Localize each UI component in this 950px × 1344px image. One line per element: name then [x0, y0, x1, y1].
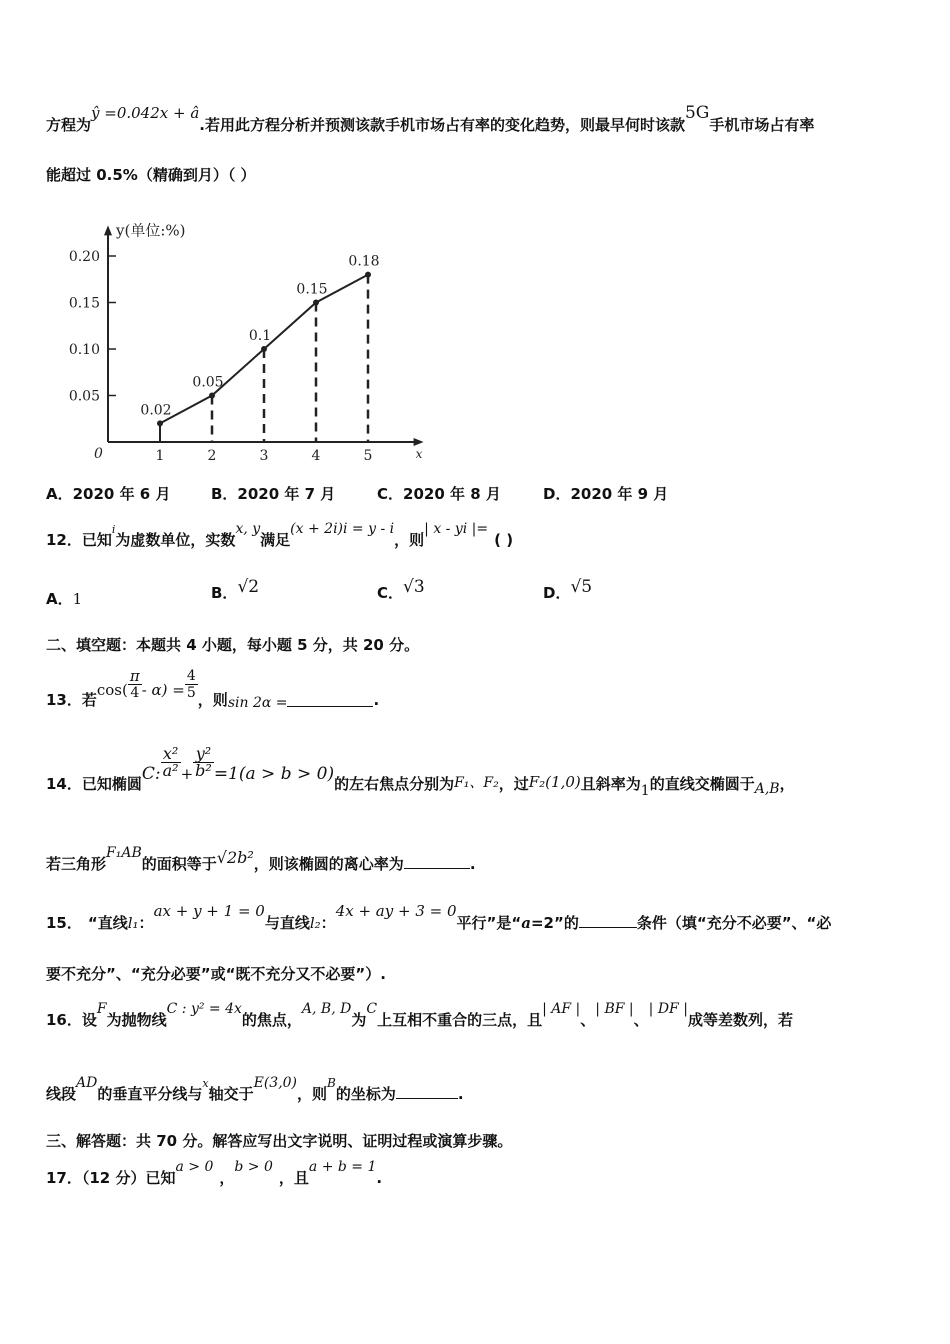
- q16-bf: | BF |: [595, 1001, 634, 1017]
- q13-cos-close: - α) =: [141, 681, 185, 699]
- q13-answer-blank[interactable]: [287, 692, 373, 707]
- q12-answer-paren: ( ): [494, 531, 514, 549]
- q16-number: 16．设: [46, 1011, 97, 1029]
- q16-ad: AD: [76, 1075, 98, 1091]
- q16-l2-text-1: 线段: [46, 1085, 77, 1103]
- q15-text-3: 平行”是“: [456, 914, 522, 932]
- q12-option-a[interactable]: [46, 588, 82, 609]
- q17-cond-b: b > 0: [234, 1159, 273, 1175]
- x-tick-label: 4: [311, 448, 321, 464]
- q15-text-4: 条件（填“充分不必要”、“必: [636, 914, 832, 932]
- q13-sin-expr: sin 2α =: [227, 695, 288, 711]
- x-axis-arrow: [414, 438, 424, 446]
- q12-option-a-letter: A．: [46, 590, 73, 608]
- q13-denominator: 5: [186, 685, 196, 701]
- q14-period: .: [469, 855, 476, 873]
- y-tick-label: 0.20: [68, 249, 100, 265]
- y-axis-arrow: [104, 225, 112, 235]
- q11-option-c[interactable]: C．2020 年 8 月: [377, 485, 501, 503]
- q16-line1: [46, 1001, 793, 1031]
- data-label: 0.05: [192, 374, 224, 391]
- q14-eq-end: =1(a > b > 0): [213, 764, 335, 784]
- q15-text-2: 与直线: [264, 914, 310, 932]
- q14-line1: [46, 744, 795, 799]
- q13-line: [46, 667, 380, 711]
- q14-text-2: 的左右焦点分别为: [334, 775, 455, 793]
- q15-line1: [46, 902, 832, 933]
- q12-option-d-letter: D．: [543, 584, 571, 602]
- q13-four-fifths: [185, 668, 198, 701]
- data-point: [209, 393, 215, 399]
- q17-cond-a: a > 0: [175, 1159, 214, 1175]
- q14-c: C:: [141, 764, 161, 784]
- data-point: [157, 420, 163, 426]
- x-axis-label: x: [415, 447, 423, 461]
- q14-text-5: 的直线交椭圆于: [649, 775, 755, 793]
- q16-text-4: 上互相不重合的三点，且: [377, 1011, 543, 1029]
- q15-text-1: “直线: [87, 914, 128, 932]
- q17-line: [46, 1159, 383, 1189]
- q12-option-d-value: √5: [570, 577, 593, 597]
- q16-text-1: 为抛物线: [106, 1011, 167, 1029]
- data-label: 0.1: [248, 328, 272, 344]
- q12-number: 12．: [46, 531, 82, 549]
- q16-text-5: 成等差数列，若: [687, 1011, 793, 1029]
- q11-text-post: .若用此方程分析并预测该款手机市场占有率的变化趋势，则最早何时该款: [199, 116, 685, 134]
- q14-number: 14．已知椭圆: [46, 775, 142, 793]
- market-share-chart: [60, 215, 430, 465]
- q12-text-2: 为虚数单位，实数: [115, 531, 236, 549]
- q13-period: .: [373, 691, 380, 709]
- q14-text-3: ，过: [498, 775, 529, 793]
- q17-period: .: [376, 1169, 383, 1187]
- q11-option-b[interactable]: B．2020 年 7 月: [211, 485, 336, 503]
- q15-colon-1: ：: [138, 914, 154, 932]
- q15-a: a: [521, 914, 531, 932]
- data-label: 0.02: [140, 402, 172, 419]
- q17-sep-1: ，: [219, 1169, 235, 1187]
- q12-text-4: ，则: [394, 531, 425, 549]
- q14-slope: 1: [640, 783, 650, 799]
- q15-text-3b: =2”的: [530, 914, 579, 932]
- q16-l2-text-2: 的垂直平分线与: [97, 1085, 203, 1103]
- q13-four: 4: [130, 685, 140, 701]
- q15-line1-eq: ax + y + 1 = 0: [153, 902, 265, 920]
- y-tick-label: 0.10: [68, 342, 100, 358]
- q12-option-b[interactable]: [211, 577, 260, 603]
- q16-x: x: [202, 1077, 209, 1090]
- x-tick-label: 3: [259, 448, 269, 464]
- q14-answer-blank[interactable]: [404, 854, 470, 869]
- q13-pi: π: [129, 667, 140, 685]
- section-2-heading: 二、填空题：本题共 4 小题，每小题 5 分，共 20 分。: [46, 636, 420, 654]
- q14-l2-text-2: 的面积等于: [141, 855, 217, 873]
- q16-af: | AF |: [542, 1001, 581, 1017]
- q12-text-1: 已知: [81, 531, 112, 549]
- q15-line2-eq: 4x + ay + 3 = 0: [335, 902, 457, 920]
- y-axis-label: y(单位:%): [116, 221, 186, 240]
- q16-l2-text-4: ，则: [297, 1085, 328, 1103]
- q14-b2: b²: [195, 761, 212, 780]
- q14-plus: +: [180, 765, 194, 783]
- q13-text-then: ，则: [197, 691, 228, 709]
- q16-parabola: C : y² = 4x: [166, 1001, 242, 1017]
- q14-l2-text-1: 若三角形: [46, 855, 107, 873]
- q14-x2: x²: [161, 746, 181, 763]
- q14-ab: A,B: [754, 781, 780, 797]
- origin-label: 0: [94, 446, 103, 462]
- q16-l2-text-3: 轴交于: [208, 1085, 254, 1103]
- q14-l2-text-3: ，则该椭圆的离心率为: [253, 855, 404, 873]
- q11-text-end: 手机市场占有率: [709, 116, 815, 134]
- q11-text-pre: 方程为: [46, 116, 92, 134]
- section-3-heading: 三、解答题：共 70 分。解答应写出文字说明、证明过程或演算步骤。: [46, 1132, 513, 1150]
- q16-b: B: [327, 1076, 336, 1090]
- q16-l2-text-5: 的坐标为: [335, 1085, 396, 1103]
- q12-xy: x, y: [235, 521, 261, 537]
- q12-line: [46, 521, 514, 552]
- q16-answer-blank[interactable]: [396, 1084, 458, 1099]
- q15-answer-blank[interactable]: [579, 913, 637, 928]
- q12-option-d[interactable]: [543, 577, 593, 603]
- q16-sep-1: 、: [580, 1011, 596, 1029]
- q17-sep-2: ，且: [278, 1169, 309, 1187]
- data-point: [313, 300, 319, 306]
- q13-pi-over-4: [128, 668, 142, 701]
- q16-df: | DF |: [648, 1001, 688, 1017]
- q13-numerator: 4: [186, 668, 196, 684]
- q14-a2: a²: [162, 761, 179, 780]
- q16-text-3: 为: [351, 1011, 367, 1029]
- q13-number: 13．若: [46, 691, 97, 709]
- q16-sep-2: 、: [633, 1011, 649, 1029]
- q16-points: A, B, D: [301, 1001, 352, 1017]
- x-tick-label: 5: [363, 448, 373, 464]
- q14-foci: F₁、F₂: [454, 775, 499, 791]
- q12-option-c-letter: C．: [377, 584, 404, 602]
- q14-y2-over-b2: [193, 746, 214, 779]
- q14-area: √2b²: [216, 848, 254, 867]
- q13-cos-open: cos(: [96, 681, 128, 699]
- data-point: [365, 272, 371, 278]
- q12-option-c[interactable]: [377, 577, 425, 603]
- q12-equation: (x + 2i)i = y - i: [290, 521, 395, 537]
- q11-option-a[interactable]: A．2020 年 6 月: [46, 485, 171, 503]
- q15-l2: l₂: [309, 914, 321, 932]
- q14-f2-point: F₂(1,0): [528, 773, 581, 791]
- q14-y2: y²: [193, 746, 214, 763]
- q11-option-d[interactable]: D．2020 年 9 月: [543, 485, 669, 503]
- x-tick-label: 2: [207, 448, 217, 464]
- x-tick-label: 1: [155, 448, 165, 464]
- q14-comma: ，: [779, 775, 795, 793]
- data-label: 0.18: [348, 253, 380, 270]
- q15-line2: 要不充分”、“充分必要”或“既不充分又不必要”）.: [46, 965, 386, 983]
- q12-option-c-value: √3: [403, 577, 425, 597]
- q12-option-b-value: √2: [237, 577, 260, 597]
- q12-imag-unit: i: [111, 523, 116, 536]
- q12-option-a-value: 1: [72, 590, 83, 608]
- q14-x2-over-a2: [161, 746, 181, 779]
- q15-colon-2: ：: [320, 914, 336, 932]
- y-tick-label: 0.05: [68, 388, 100, 405]
- q14-line2: [46, 845, 476, 875]
- q11-line1: [46, 103, 815, 135]
- q15-number: 15．: [46, 914, 82, 932]
- q14-text-4: 且斜率为: [580, 775, 641, 793]
- data-label: 0.15: [296, 281, 328, 298]
- q16-c: C: [366, 1001, 378, 1017]
- q14-triangle: F₁AB: [106, 845, 142, 861]
- q12-abs-expr: | x - yi |=: [424, 521, 489, 537]
- q16-text-2: 的焦点，: [241, 1011, 302, 1029]
- q16-f: F: [96, 1001, 107, 1017]
- q11-5g: 5G: [684, 103, 710, 123]
- y-tick-label: 0.15: [68, 295, 100, 312]
- q17-number: 17．（12 分）已知: [46, 1169, 176, 1187]
- q15-l1: l₁: [127, 914, 139, 932]
- q16-e-point: E(3,0): [253, 1075, 298, 1091]
- q17-cond-sum: a + b = 1: [308, 1159, 377, 1175]
- q16-period: .: [457, 1085, 464, 1103]
- q12-text-3: 满足: [260, 531, 291, 549]
- q16-line2: [46, 1075, 464, 1106]
- data-point: [261, 346, 267, 352]
- q11-regression-equation: ŷ =0.042x + â: [91, 104, 200, 122]
- q12-option-b-letter: B．: [211, 584, 238, 602]
- q11-line2: 能超过 0.5%（精确到月）（ ）: [46, 166, 256, 184]
